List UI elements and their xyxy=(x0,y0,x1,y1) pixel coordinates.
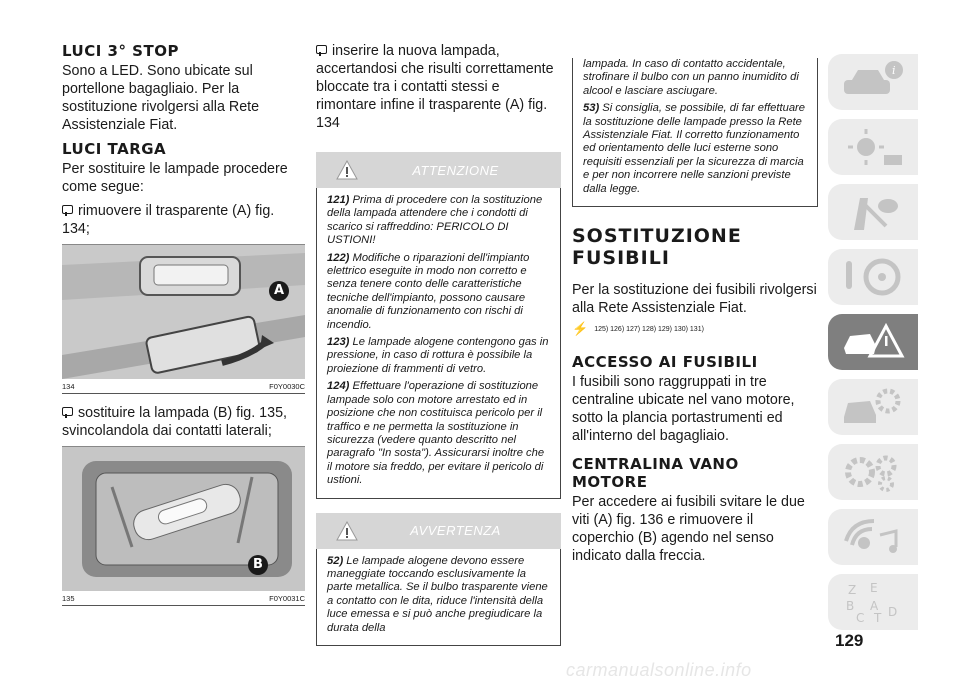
key-steering-icon xyxy=(840,255,906,299)
item-text: Le lampade alogene contengono gas in pressione, in caso di rottura è possibile la proiezione di frammenti di vetro. xyxy=(327,336,549,375)
paragraph-centralina: Per accedere ai fusibili svitare le due viti (A) fig. 136 e rimuovere il coperchio (B) agendo nel senso indicato dalla freccia. xyxy=(572,494,805,565)
svg-text:Z: Z xyxy=(848,583,857,597)
tab-index[interactable] xyxy=(828,574,918,630)
index-icon xyxy=(840,580,906,624)
references: 125) 126) 127) 128) 129) 130) 131) xyxy=(594,325,704,333)
avvertenza-header xyxy=(316,513,561,549)
bullet-step-2 xyxy=(62,404,305,440)
technical-data-icon xyxy=(840,450,906,494)
tab-starting-driving[interactable] xyxy=(828,249,918,305)
svg-text:C: C xyxy=(856,611,865,624)
tab-multimedia[interactable] xyxy=(828,509,918,565)
svg-text:B: B xyxy=(846,599,855,613)
figure-134 xyxy=(62,244,305,394)
attenzione-title: ATTENZIONE xyxy=(412,162,499,178)
tab-technical-data[interactable] xyxy=(828,444,918,500)
heading-centralina-vano-motore xyxy=(572,455,818,491)
watermark: carmanualsonline.info xyxy=(566,660,752,680)
svg-text:D: D xyxy=(888,605,898,619)
figure-number: 135 xyxy=(62,594,75,603)
item-number: 52) xyxy=(327,554,344,567)
figure-code: F0Y0031C xyxy=(269,594,305,603)
warning-icon xyxy=(336,521,358,541)
column-3 xyxy=(572,58,818,571)
figure-135-caption xyxy=(62,594,305,606)
attenzione-body xyxy=(316,188,561,499)
figure-number: 134 xyxy=(62,382,75,391)
attenzione-header xyxy=(316,152,561,188)
svg-text:i: i xyxy=(892,64,896,77)
column-2 xyxy=(316,42,561,646)
column-1 xyxy=(62,42,305,610)
bullet-step-1 xyxy=(62,202,305,238)
heading-line-2: MOTORE xyxy=(572,473,648,492)
bullet-text: rimuovere il trasparente (A) fig. 134; xyxy=(62,203,275,237)
seatbelt-airbag-icon xyxy=(840,190,906,234)
bullet-icon xyxy=(62,205,73,214)
note-item xyxy=(327,194,552,248)
item-text: Prima di procedere con la sostituzione della lampada attendere che i condotti di scarico si raffreddino: PERICOLO DI USTIONI! xyxy=(327,194,543,247)
svg-text:E: E xyxy=(870,581,878,595)
item-text: Modifiche o riparazioni dell'impianto elettrico eseguite in modo non corretto e senza tenere conto delle caratteristiche tecniche dell'impianto, possono causare anomalie di funzionamento con rischi di incendio. xyxy=(327,251,530,331)
item-number: 53) xyxy=(583,102,600,115)
svg-text:T: T xyxy=(874,611,882,624)
svg-text:A: A xyxy=(870,599,879,613)
note-item xyxy=(327,336,552,376)
heading-line-2: FUSIBILI xyxy=(572,247,670,270)
emergency-warning-icon xyxy=(840,320,906,364)
avvertenza-title: AVVERTENZA xyxy=(410,523,501,539)
bullet-icon xyxy=(62,407,73,416)
item-number: 121) xyxy=(327,194,350,206)
heading-luci-3-stop: LUCI 3° STOP xyxy=(62,42,179,60)
tab-maintenance[interactable] xyxy=(828,379,918,435)
tab-dashboard-lights[interactable] xyxy=(828,119,918,175)
paragraph-luci-3-stop: Sono a LED. Sono ubicate sul portellone bagagliaio. Per la sostituzione rivolgersi alla Rete Assistenziale Fiat. xyxy=(62,63,260,133)
item-number: 122) xyxy=(327,251,350,264)
page-number: 129 xyxy=(835,631,864,650)
bullet-text: inserire la nuova lampada, accertandosi che risulti correttamente bloccate tra i contatti stessi e rimontare infine il trasparente (A) fig. 134 xyxy=(316,43,554,131)
figure-134-caption xyxy=(62,382,305,394)
fuse-icon: ⚡ xyxy=(572,321,589,337)
heading-sostituzione-fusibili xyxy=(572,225,818,269)
note-item xyxy=(327,380,552,487)
callout-a: A xyxy=(269,281,289,301)
avvertenza-continued-text: lampada. In caso di contatto accidentale, strofinare il bulbo con un panno inumidito di alcool e lasciare asciugare. xyxy=(583,58,799,97)
figure-code: F0Y0030C xyxy=(269,382,305,391)
figure-135 xyxy=(62,446,305,606)
item-text: Effettuare l'operazione di sostituzione lampade solo con motore arrestato ed in posizione che non costituisca pericolo per il traffico e ne permetta la sostituzione in sicurezza (vedere quanto descritto nel paragrafo "In sosta"). Assicurarsi inoltre che il motore sia freddo, per evitare il pericolo di ustioni. xyxy=(327,380,545,487)
paragraph-sostituzione: Per la sostituzione dei fusibili rivolgersi alla Rete Assistenziale Fiat. xyxy=(572,282,817,317)
avvertenza-continued xyxy=(572,58,818,207)
callout-b: B xyxy=(248,555,268,575)
heading-luci-targa: LUCI TARGA xyxy=(62,140,167,158)
note-item xyxy=(327,555,552,635)
attenzione-box xyxy=(316,152,561,499)
bullet-text: sostituire la lampada (B) fig. 135, svincolandola dai contatti laterali; xyxy=(62,405,287,439)
heading-line-1: SOSTITUZIONE xyxy=(572,225,742,248)
item-text: Le lampade alogene devono essere maneggiate toccando esclusivamente la parte metallica. Se il bulbo trasparente viene a contatto con le dita, riduce l'intensità della luce emessa e si può anche pregiudicare la durata della xyxy=(327,554,548,634)
tab-emergency[interactable] xyxy=(828,314,918,370)
item-number: 123) xyxy=(327,336,350,349)
tab-car-info[interactable] xyxy=(828,54,918,110)
item-text: Si consiglia, se possibile, di far effettuare la sostituzione delle lampade presso la Rete Assistenziale Fiat. Il corretto funzionamento ed orientamento delle luci esterne sono requisiti essenziali per la sicurezza di marcia e per non incorrere nelle sanzioni previste dalla legge. xyxy=(583,102,806,195)
item-number: 124) xyxy=(327,380,350,393)
avvertenza-item-53 xyxy=(583,102,809,196)
warning-icon xyxy=(336,160,358,180)
car-info-icon xyxy=(840,60,906,104)
avvertenza-box xyxy=(316,513,561,646)
chapter-sidebar xyxy=(828,54,918,639)
heading-accesso-fusibili: ACCESSO AI FUSIBILI xyxy=(572,353,758,372)
references-row xyxy=(572,321,818,337)
bullet-step-3 xyxy=(316,42,561,132)
paragraph-luci-targa: Per sostituire le lampade procedere come segue: xyxy=(62,161,288,195)
figure-134-image xyxy=(62,244,305,379)
dashboard-lights-icon xyxy=(840,125,906,169)
figure-135-image xyxy=(62,446,305,591)
note-item xyxy=(327,252,552,332)
tab-safety[interactable] xyxy=(828,184,918,240)
heading-line-1: CENTRALINA VANO xyxy=(572,455,739,474)
bullet-icon xyxy=(316,45,327,54)
paragraph-accesso: I fusibili sono raggruppati in tre centraline ubicate nel vano motore, sotto la plancia portastrumenti ed all'interno del bagagliaio. xyxy=(572,374,795,445)
car-maintenance-icon xyxy=(840,385,906,429)
avvertenza-body xyxy=(316,549,561,646)
multimedia-icon xyxy=(840,515,906,559)
